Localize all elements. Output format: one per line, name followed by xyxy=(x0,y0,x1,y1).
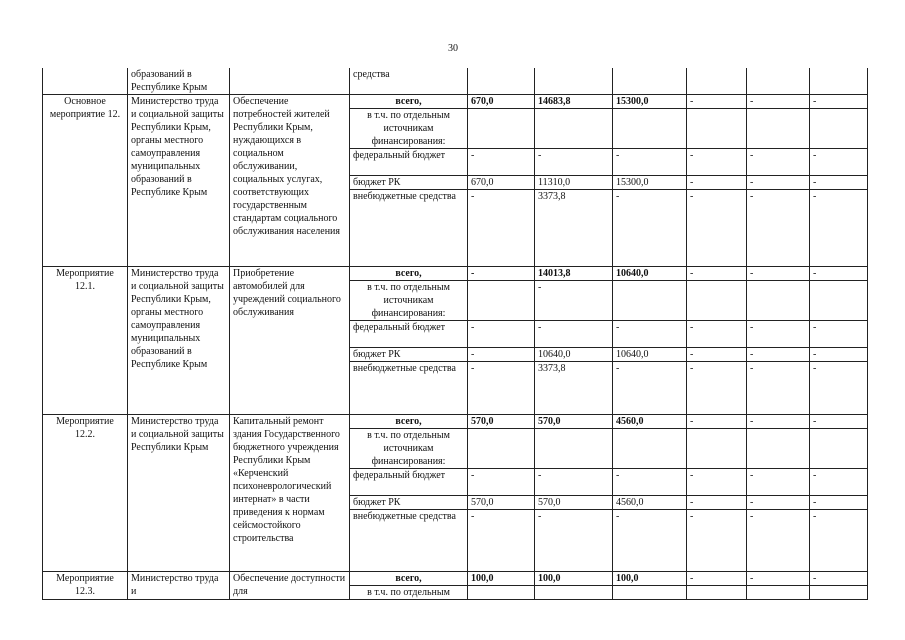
value-cell: - xyxy=(747,469,810,496)
source-cell: бюджет РК xyxy=(350,496,468,510)
total-row xyxy=(43,415,868,429)
value-cell: - xyxy=(687,190,747,267)
value-cell: - xyxy=(747,362,810,415)
executor-cell: Министерство труда и социальной защиты Республики Крым, органы местного самоуправления муниципальных образований в Республике Крым xyxy=(128,267,230,415)
source-cell: в т.ч. по отдельным источникам финансирования: xyxy=(350,109,468,149)
value-cell xyxy=(747,281,810,321)
source-cell: бюджет РК xyxy=(350,348,468,362)
value-cell: - xyxy=(468,348,535,362)
value-cell: - xyxy=(810,496,868,510)
value-cell xyxy=(810,281,868,321)
value-cell: 570,0 xyxy=(468,415,535,429)
value-cell: - xyxy=(687,496,747,510)
value-cell xyxy=(535,586,613,600)
source-cell: в т.ч. по отдельным источникам финансирования: xyxy=(350,429,468,469)
value-cell: - xyxy=(468,190,535,267)
value-cell: - xyxy=(810,149,868,176)
value-cell xyxy=(535,429,613,469)
value-cell: 570,0 xyxy=(468,496,535,510)
value-cell: - xyxy=(747,415,810,429)
value-cell: - xyxy=(747,510,810,572)
goal-cell: Обеспечение потребностей жителей Республики Крым, нуждающихся в социальном обслуживании, социальных услугах, соответствующих государственным стандартам социального обслуживания населения xyxy=(230,95,350,267)
value-cell: - xyxy=(810,510,868,572)
value-cell xyxy=(613,586,687,600)
measure-cell: Мероприятие 12.3. xyxy=(43,572,128,600)
value-cell: - xyxy=(810,176,868,190)
value-cell xyxy=(613,109,687,149)
source-cell: в т.ч. по отдельным xyxy=(350,586,468,600)
value-cell: 14013,8 xyxy=(535,267,613,281)
value-cell: - xyxy=(810,415,868,429)
value-cell: - xyxy=(747,321,810,348)
value-cell xyxy=(535,68,613,95)
value-cell xyxy=(613,281,687,321)
value-cell xyxy=(810,68,868,95)
source-cell: федеральный бюджет xyxy=(350,321,468,348)
source-cell: средства xyxy=(350,68,468,95)
source-cell: федеральный бюджет xyxy=(350,469,468,496)
value-cell: 3373,8 xyxy=(535,362,613,415)
value-cell: 100,0 xyxy=(613,572,687,586)
value-cell xyxy=(613,429,687,469)
value-cell xyxy=(468,281,535,321)
value-cell: - xyxy=(747,190,810,267)
value-cell: - xyxy=(468,149,535,176)
value-cell: - xyxy=(535,469,613,496)
value-cell: - xyxy=(747,95,810,109)
value-cell: - xyxy=(687,95,747,109)
value-cell xyxy=(687,429,747,469)
value-cell: - xyxy=(613,510,687,572)
value-cell: - xyxy=(687,572,747,586)
goal-cell xyxy=(230,68,350,95)
value-cell xyxy=(613,68,687,95)
value-cell: - xyxy=(535,321,613,348)
executor-cell: Министерство труда и социальной защиты Республики Крым, органы местного самоуправления муниципальных образований в Республике Крым xyxy=(128,95,230,267)
value-cell: - xyxy=(535,281,613,321)
value-cell: 670,0 xyxy=(468,176,535,190)
value-cell xyxy=(810,586,868,600)
value-cell: - xyxy=(747,348,810,362)
value-cell xyxy=(747,429,810,469)
value-cell: - xyxy=(810,362,868,415)
executor-cell: Министерство труда и социальной защиты Республики Крым xyxy=(128,415,230,572)
value-cell xyxy=(810,109,868,149)
page-number: 30 xyxy=(448,43,458,54)
measure-cell: Мероприятие 12.1. xyxy=(43,267,128,415)
value-cell xyxy=(687,281,747,321)
value-cell: - xyxy=(810,469,868,496)
goal-cell: Обеспечение доступности для xyxy=(230,572,350,600)
value-cell: 100,0 xyxy=(468,572,535,586)
value-cell xyxy=(468,429,535,469)
value-cell: - xyxy=(687,510,747,572)
value-cell xyxy=(747,109,810,149)
value-cell xyxy=(747,586,810,600)
value-cell: 100,0 xyxy=(535,572,613,586)
value-cell: 15300,0 xyxy=(613,95,687,109)
value-cell xyxy=(468,109,535,149)
value-cell: 570,0 xyxy=(535,415,613,429)
goal-cell: Капитальный ремонт здания Государственного бюджетного учреждения Республики Крым «Керченский психоневрологический интернат» в части приведения к нормам сейсмостойкого строительства xyxy=(230,415,350,572)
value-cell: - xyxy=(468,362,535,415)
value-cell xyxy=(687,586,747,600)
value-cell: - xyxy=(613,190,687,267)
value-cell xyxy=(687,109,747,149)
value-cell: - xyxy=(810,572,868,586)
value-cell xyxy=(747,68,810,95)
value-cell: - xyxy=(747,572,810,586)
value-cell: 570,0 xyxy=(535,496,613,510)
value-cell: - xyxy=(747,267,810,281)
value-cell: - xyxy=(468,469,535,496)
value-cell: - xyxy=(687,469,747,496)
value-cell: - xyxy=(613,362,687,415)
value-cell: - xyxy=(687,348,747,362)
value-cell: - xyxy=(687,267,747,281)
value-cell: - xyxy=(613,469,687,496)
value-cell: - xyxy=(687,362,747,415)
value-cell: - xyxy=(613,321,687,348)
value-cell xyxy=(468,68,535,95)
value-cell xyxy=(687,68,747,95)
value-cell: - xyxy=(468,321,535,348)
source-cell: всего, xyxy=(350,415,468,429)
value-cell: - xyxy=(687,149,747,176)
value-cell xyxy=(810,429,868,469)
source-cell: всего, xyxy=(350,572,468,586)
value-cell: - xyxy=(747,149,810,176)
source-cell: федеральный бюджет xyxy=(350,149,468,176)
value-cell: - xyxy=(687,321,747,348)
measure-cell: Основное мероприятие 12. xyxy=(43,95,128,267)
source-cell: внебюджетные средства xyxy=(350,362,468,415)
value-cell: 11310,0 xyxy=(535,176,613,190)
value-cell: - xyxy=(687,176,747,190)
value-cell: 3373,8 xyxy=(535,190,613,267)
value-cell: 4560,0 xyxy=(613,415,687,429)
value-cell: - xyxy=(613,149,687,176)
continuation-row xyxy=(43,68,868,95)
value-cell: - xyxy=(747,176,810,190)
value-cell: 10640,0 xyxy=(535,348,613,362)
source-cell: всего, xyxy=(350,95,468,109)
financing-table xyxy=(42,68,868,600)
value-cell: - xyxy=(468,267,535,281)
value-cell: - xyxy=(687,415,747,429)
value-cell: - xyxy=(535,510,613,572)
value-cell: - xyxy=(468,510,535,572)
source-cell: внебюджетные средства xyxy=(350,510,468,572)
value-cell: - xyxy=(810,190,868,267)
value-cell: - xyxy=(810,95,868,109)
value-cell xyxy=(468,586,535,600)
value-cell: 15300,0 xyxy=(613,176,687,190)
total-row xyxy=(43,267,868,281)
value-cell: 10640,0 xyxy=(613,348,687,362)
goal-cell: Приобретение автомобилей для учреждений социального обслуживания xyxy=(230,267,350,415)
value-cell: - xyxy=(747,496,810,510)
value-cell: - xyxy=(810,267,868,281)
source-cell: бюджет РК xyxy=(350,176,468,190)
source-cell: в т.ч. по отдельным источникам финансирования: xyxy=(350,281,468,321)
value-cell: - xyxy=(535,149,613,176)
value-cell: 10640,0 xyxy=(613,267,687,281)
value-cell xyxy=(535,109,613,149)
source-cell: всего, xyxy=(350,267,468,281)
value-cell: 4560,0 xyxy=(613,496,687,510)
total-row xyxy=(43,95,868,109)
value-cell: 670,0 xyxy=(468,95,535,109)
source-cell: внебюджетные средства xyxy=(350,190,468,267)
measure-cell: Мероприятие 12.2. xyxy=(43,415,128,572)
measure-cell xyxy=(43,68,128,95)
executor-cell: Министерство труда и xyxy=(128,572,230,600)
total-row xyxy=(43,572,868,586)
value-cell: 14683,8 xyxy=(535,95,613,109)
executor-cell: образований в Республике Крым xyxy=(128,68,230,95)
value-cell: - xyxy=(810,348,868,362)
value-cell: - xyxy=(810,321,868,348)
